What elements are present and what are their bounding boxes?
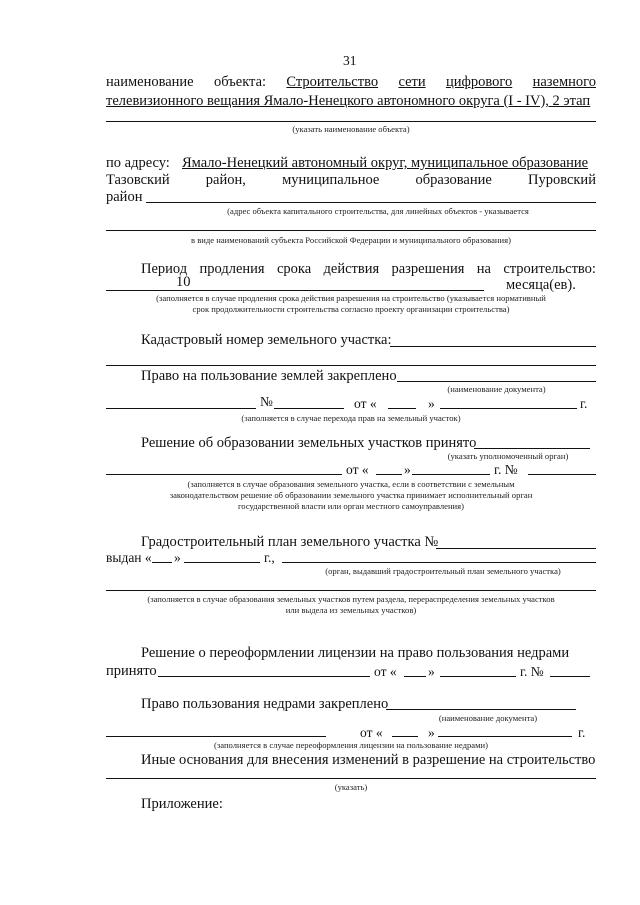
period-word-3: срока — [276, 261, 312, 277]
address-line3: район — [106, 189, 143, 205]
subsoil-year: г. — [578, 725, 586, 740]
land-right-quote: » — [428, 396, 435, 411]
gpzu-year: г., — [264, 550, 275, 565]
gpzu-blank-line — [106, 590, 596, 591]
subsoil-quote: » — [428, 725, 435, 740]
address-label: по адресу: — [106, 155, 170, 171]
address-caption-1: (адрес объекта капитального строительства, для линейных объектов - указывается — [227, 206, 529, 216]
license-accepted: принято — [106, 663, 157, 679]
license-from: от « — [374, 664, 397, 679]
address-blank-line — [106, 230, 596, 231]
gpzu-month-line — [184, 562, 260, 563]
formation-day-line — [376, 474, 402, 475]
address-word-5: Пуровский — [527, 172, 596, 188]
formation-doc-line — [106, 474, 342, 475]
subsoil-right-label: Право пользования недрами закреплено — [141, 696, 389, 712]
land-right-month-line — [440, 408, 577, 409]
gpzu-quote: » — [174, 550, 181, 565]
address-line2 — [106, 172, 596, 189]
land-right-year: г. — [580, 396, 588, 411]
object-blank-line — [106, 121, 596, 122]
gpzu-org-caption: (орган, выдавший градостроительный план земельного участка) — [325, 566, 561, 576]
object-value-word-4: наземного — [532, 74, 596, 90]
period-caption-2: срок продолжительности строительства согласно проекту организации строительства) — [192, 304, 510, 314]
formation-quote: » — [404, 462, 411, 477]
formation-month-line — [412, 474, 490, 475]
object-caption: (указать наименование объекта) — [292, 124, 410, 134]
cadastral-blank-line — [106, 365, 596, 366]
formation-caption-1: (заполняется в случае образования земельного участка, если в соответствии с земельным — [187, 479, 515, 489]
license-day-line — [404, 676, 426, 677]
period-value: 10 — [176, 274, 191, 290]
other-grounds-line — [106, 778, 596, 779]
address-caption-2: в виде наименований субъекта Российской Федерации и муниципального образования) — [191, 235, 511, 245]
object-label-word-1: наименование — [106, 74, 194, 90]
license-month-line — [440, 676, 516, 677]
period-word-1: Период — [141, 261, 188, 277]
land-right-day-line — [388, 408, 416, 409]
land-right-doc-line2 — [106, 408, 256, 409]
formation-caption-2: законодательством решение об образовании земельного участка принимает исполнительный орган — [169, 490, 533, 500]
subsoil-doc-line2 — [106, 736, 326, 737]
formation-label: Решение об образовании земельных участков принято — [141, 435, 477, 451]
license-no-line — [550, 676, 590, 677]
formation-no-line — [528, 474, 596, 475]
gpzu-caption-2: или выдела из земельных участков) — [285, 605, 417, 615]
other-grounds-caption: (указать) — [334, 782, 368, 792]
subsoil-doc-line — [386, 709, 576, 710]
object-name-line1 — [106, 74, 596, 91]
land-right-no-line — [274, 408, 344, 409]
subsoil-month-line — [438, 736, 572, 737]
address-word-1: Тазовский — [106, 172, 170, 188]
period-word-2: продления — [199, 261, 265, 277]
object-value-word-1: Строительство — [286, 74, 379, 90]
license-reissue-label: Решение о переоформлении лицензии на право пользования недрами — [141, 645, 570, 661]
land-right-doc-line — [397, 381, 596, 382]
land-right-label: Право на пользование землей закреплено — [141, 368, 397, 384]
period-caption-1: (заполняется в случае продления срока действия разрешения на строительство (указывается нормативный — [156, 293, 546, 303]
object-value-word-2: сети — [398, 74, 426, 90]
period-word-7: строительство: — [503, 261, 596, 277]
period-word-4: действия — [323, 261, 380, 277]
formation-org-caption: (указать уполномоченный орган) — [447, 451, 569, 461]
address-line3-blank — [146, 202, 596, 203]
gpzu-label: Градостроительный план земельного участка № — [141, 534, 439, 550]
subsoil-doc-caption: (наименование документа) — [438, 713, 538, 723]
gpzu-caption-1: (заполняется в случае образования земельных участков путем раздела, перераспределения земельных участков — [147, 594, 555, 604]
license-org-line — [158, 676, 370, 677]
gpzu-day-line — [152, 562, 172, 563]
cadastral-label: Кадастровый номер земельного участка: — [141, 332, 392, 348]
land-right-from: от « — [354, 396, 377, 411]
land-right-doc-caption: (наименование документа) — [447, 384, 546, 394]
object-value-line2: телевизионного вещания Ямало-Ненецкого автономного округа (I - IV), 2 этап — [106, 93, 591, 109]
formation-caption-3: государственной власти или орган местного самоуправления) — [238, 501, 464, 511]
address-word-4: образование — [415, 172, 492, 188]
subsoil-day-line — [392, 736, 418, 737]
land-right-no: № — [260, 394, 273, 409]
gpzu-no-line — [436, 548, 596, 549]
address-line1: Ямало-Ненецкий автономный округ, муниципальное образование — [182, 155, 589, 171]
gpzu-issued: выдан « — [106, 550, 152, 565]
subsoil-from: от « — [360, 725, 383, 740]
land-right-caption: (заполняется в случае перехода прав на земельный участок) — [241, 413, 461, 423]
period-unit: месяца(ев). — [506, 277, 576, 293]
formation-from: от « — [346, 462, 369, 477]
object-value-word-3: цифрового — [445, 74, 513, 90]
other-grounds-label: Иные основания для внесения изменений в разрешение на строительство — [141, 752, 596, 768]
cadastral-value-line — [390, 346, 596, 347]
object-label-word-2: объекта: — [214, 74, 267, 90]
license-quote: » — [428, 664, 435, 679]
formation-org-line — [474, 448, 590, 449]
license-year-no: г. № — [520, 664, 544, 679]
formation-year-no: г. № — [494, 462, 518, 477]
period-word-5: разрешения — [391, 261, 465, 277]
address-word-2: район, — [205, 172, 246, 188]
page-number: 31 — [343, 53, 357, 68]
period-value-line — [106, 290, 484, 291]
subsoil-caption: (заполняется в случае переоформления лицензии на пользование недрами) — [213, 740, 488, 750]
address-word-3: муниципальное — [282, 172, 380, 188]
gpzu-org-line — [282, 562, 596, 563]
period-label — [141, 261, 596, 278]
period-word-6: на — [476, 261, 491, 277]
attachment-label: Приложение: — [141, 796, 223, 812]
